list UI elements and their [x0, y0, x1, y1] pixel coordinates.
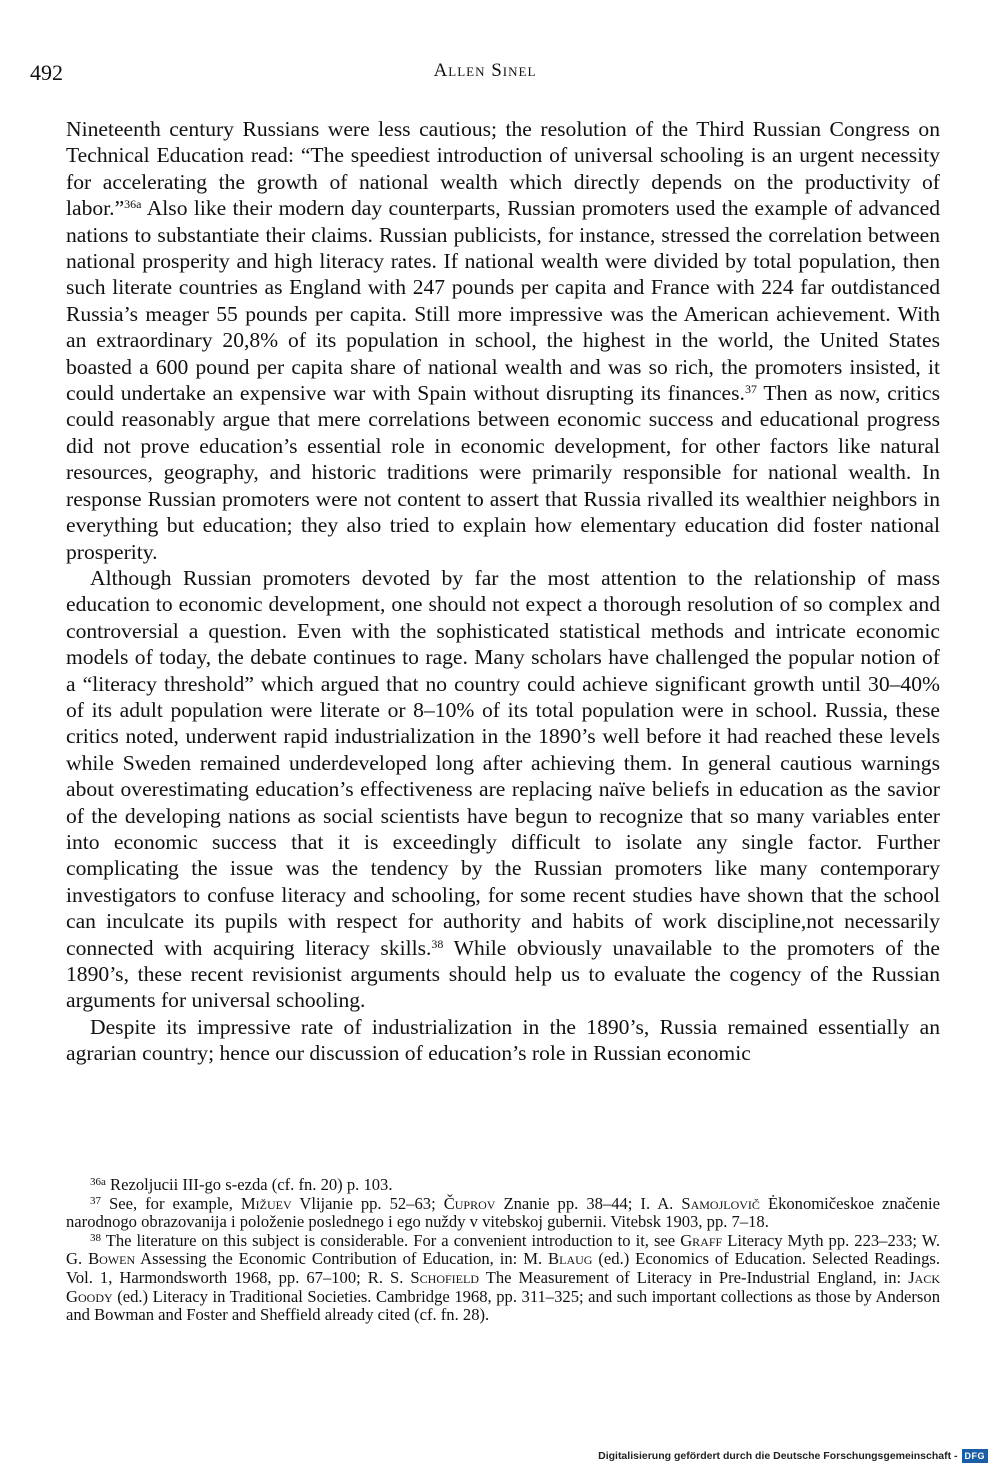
- dfg-logo-icon: DFG: [962, 1449, 989, 1463]
- footnote-ref-36a: 36a: [124, 197, 142, 212]
- footnote-text: The literature on this subject is considerable. For a convenient introduction to it, see: [101, 1230, 681, 1250]
- footnote-ref-37: 37: [744, 382, 757, 397]
- paragraph-1-part-c: Then as now, critics could reasonably argue that mere correlations between economic success and educational progress did not prove education’s essential role in economic development, for other factors like natural resources, geography, and historic traditions were primarily responsible for national wealth. In response Russian promoters were not content to assert that Russia rivalled its wealthier neighbors in everything but education; they also tried to explain how elementary education did foster national prosperity.: [66, 381, 940, 564]
- digitization-footer: [598, 1446, 988, 1466]
- author-name: Čuprov: [443, 1193, 496, 1213]
- body-text: [66, 116, 940, 1067]
- running-head: Allen Sinel: [433, 60, 537, 81]
- footnote-ref-38: 38: [431, 936, 444, 951]
- footnote-number: 37: [90, 1194, 101, 1207]
- footnote-text: Assessing the Economic Contribution of Education, in: M.: [135, 1249, 549, 1269]
- paragraph-1-part-b: Also like their modern day counterparts, Russian promoters used the example of advanced nations to substantiate their claims. Russian publicists, for instance, stressed the correlation between national prosperity and high literacy rates. If national wealth were divided by total population, then such literate countries as England with 247 pounds per capita and France with 224 far outdistanced Russia’s meager 55 pounds per capita. Still more impressive was the American achievement. With an extraordinary 20,8% of its population in school, the highest in the world, the United States boasted a 600 pound per capita share of national wealth and was so rich, the promoters insisted, it could undertake an expensive war with Spain without disrupting its finances.: [66, 196, 940, 406]
- author-name: Bowen: [88, 1249, 136, 1269]
- footnote-text: Vlijanie pp. 52–63;: [291, 1193, 444, 1213]
- paragraph-3: Despite its impressive rate of industrialization in the 1890’s, Russia remained essentially an agrarian country; hence our discussion of education’s role in Russian economic: [66, 1014, 940, 1066]
- footnote-37: [66, 1195, 940, 1232]
- footnote-text: Rezoljucii III-go s-ezda (cf. fn. 20) p. 103.: [105, 1175, 393, 1194]
- paragraph-2-part-a: Although Russian promoters devoted by far the most attention to the relationship of mass education to economic development, one should not expect a thorough resolution of so complex and controversial a question. Even with the sophisticated statistical methods and intricate economic models of today, the debate continues to rage. Many scholars have challenged the popular notion of a “literacy threshold” which argued that no country could achieve significant growth until 30–40% of its adult population were literate or 8–10% of its total population were in school. Russia, these critics noted, underwent rapid industrialization in the 1890’s well before it had reached these levels while Sweden remained underdeveloped long after achieving them. In general cautious warnings about overestimating education’s effectiveness are replacing naïve beliefs in education as the savior of the developing nations as social scientists have begun to recognize that so many variables enter into economic success that it is exceedingly difficult to isolate any single factor. Further complicating the issue was the tendency by the Russian promoters like many contemporary investigators to confuse literacy and schooling, for some recent studies have shown that the school can inculcate its pupils with respect for authority and habits of work discipline,not necessarily connected with acquiring literacy skills.: [66, 565, 940, 960]
- footnote-36a: [66, 1176, 940, 1195]
- paragraph-1: [66, 116, 940, 565]
- footnote-text: The Measurement of Literacy in Pre-Industrial England, in:: [478, 1267, 909, 1287]
- footnote-text: Ėkonomičeskoe značenie narodnogo obrazovanija i položenie poslednego i ego nuždy v vitebskoj gubernii. Vitebsk 1903, pp. 7–18.: [66, 1193, 940, 1232]
- footnote-text: See, for example,: [101, 1193, 241, 1213]
- paragraph-2: [66, 565, 940, 1014]
- footnote-number: 38: [90, 1231, 101, 1244]
- footnote-text: Literacy Myth pp. 223–233; W. G.: [66, 1230, 940, 1269]
- page-number: 492: [30, 60, 63, 85]
- paragraph-2-part-b: While obviously unavailable to the promoters of the 1890’s, these recent revisionist arguments should help us to evaluate the cogency of the Russian arguments for universal schooling.: [66, 935, 940, 1013]
- author-name: Schofield: [410, 1267, 479, 1287]
- footnote-text: Znanie pp. 38–44; I. A.: [495, 1193, 682, 1213]
- author-name: Blaug: [548, 1249, 593, 1269]
- author-name: Jack Goody: [66, 1267, 940, 1306]
- footnote-38: [66, 1232, 940, 1325]
- footnote-number: 36a: [90, 1176, 106, 1188]
- author-name: Graff: [680, 1230, 723, 1250]
- footnote-text: (ed.) Literacy in Traditional Societies. Cambridge 1968, pp. 311–325; and such important collections as those by Anderson and Bowman and Foster and Sheffield already cited (cf. fn. 28).: [66, 1286, 940, 1325]
- digitization-credit: Digitalisierung gefördert durch die Deutsche Forschungsgemeinschaft -: [598, 1450, 958, 1462]
- page-header: [30, 60, 940, 94]
- author-name: Samojlovič: [681, 1193, 760, 1213]
- footnotes: [66, 1176, 940, 1325]
- author-name: Mižuev: [240, 1193, 292, 1213]
- footnote-text: (ed.) Economics of Education. Selected Readings. Vol. 1, Harmondsworth 1968, pp. 67–100; R. S.: [66, 1249, 941, 1287]
- paragraph-1-part-a: Nineteenth century Russians were less cautious; the resolution of the Third Russian Congress on Technical Education read: “The speediest introduction of universal schooling is an urgent necessity for accelerating the growth of national wealth which directly depends on the productivity of labor.”: [66, 117, 940, 221]
